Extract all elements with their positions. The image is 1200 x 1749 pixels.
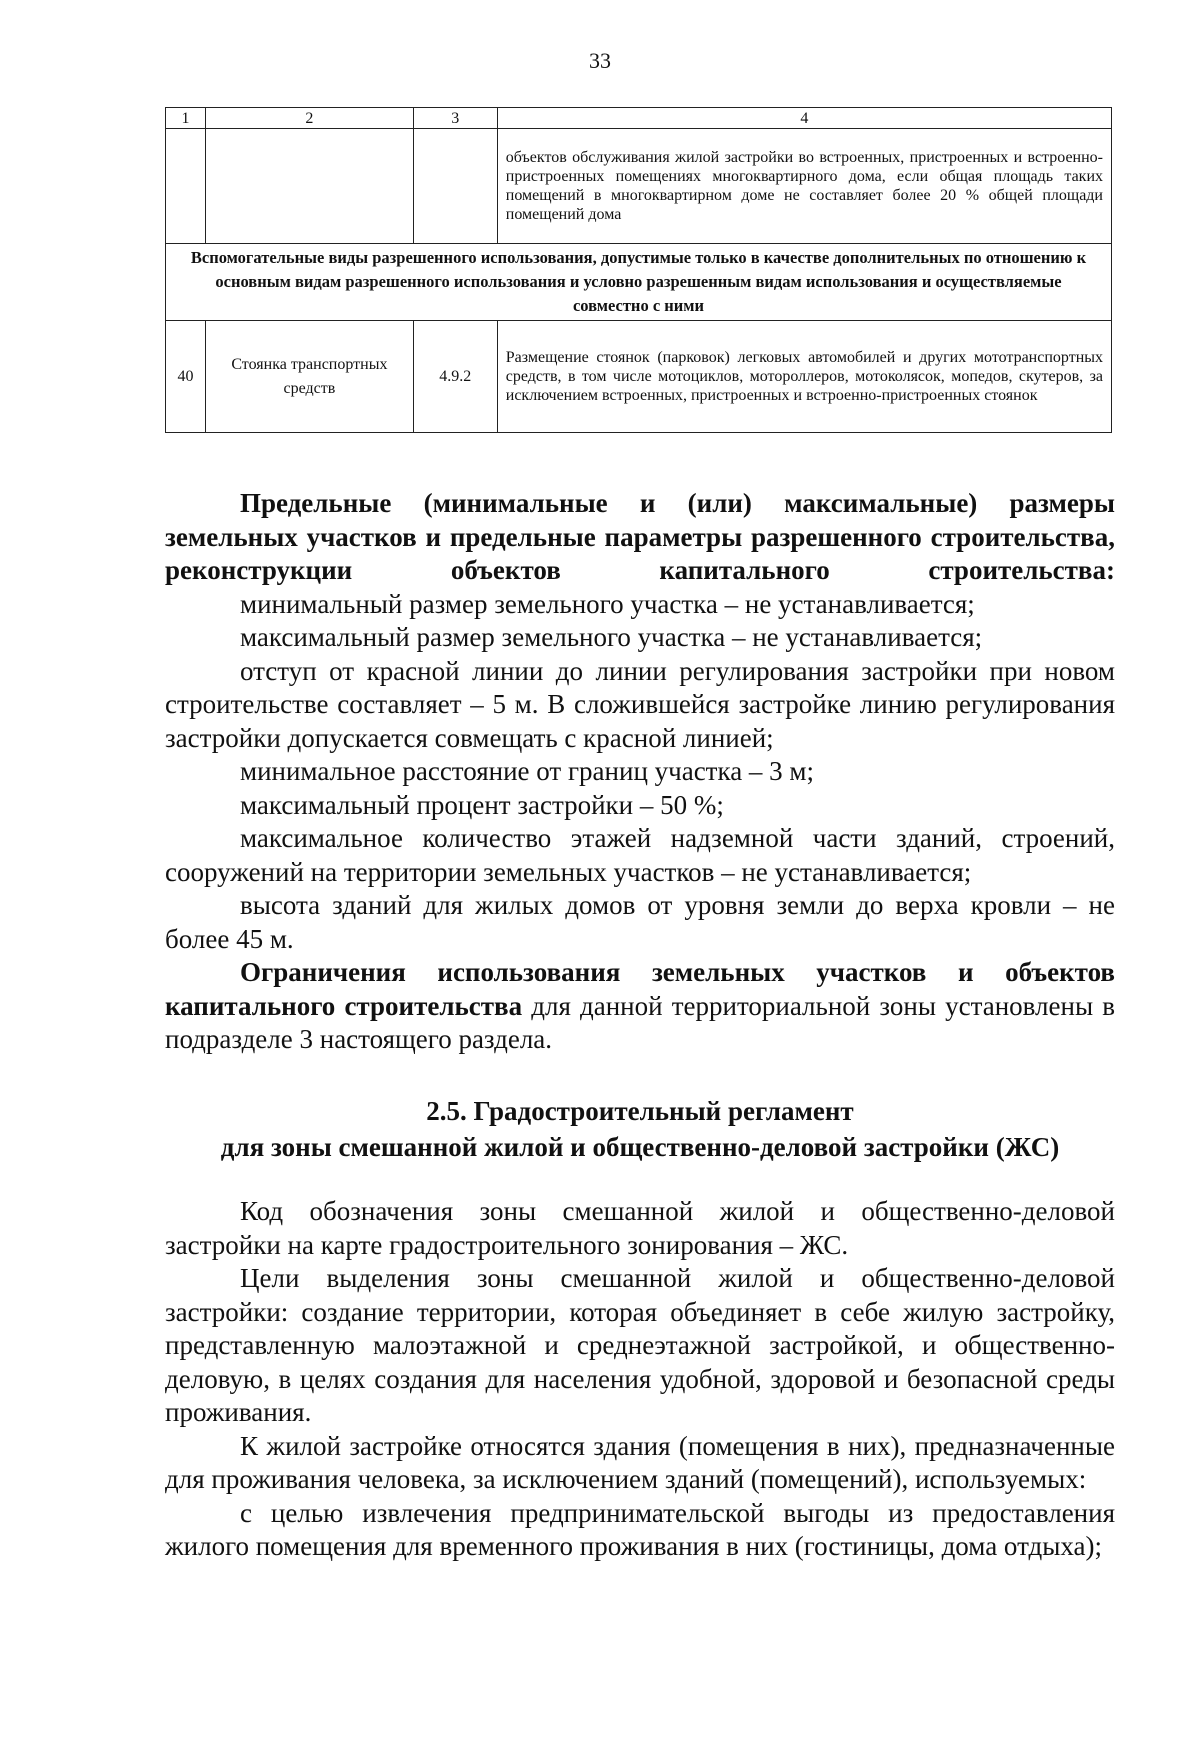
page-number: 33 — [589, 48, 611, 73]
limit-item: отступ от красной линии до линии регулирования застройки при новом строительстве составляет – 5 м. В сложившейся застройке линию регулирования застройки допускается совмещать с красной линией; — [165, 655, 1115, 753]
table-section-row — [166, 244, 1112, 321]
paragraph: Цели выделения зоны смешанной жилой и общественно-деловой застройки: создание территории, которая объединяет в себе жилую застройку, представленную малоэтажной и среднеэтажной застройкой, и общественно-деловую, в целях создания для населения удобной, здоровой и безопасной среды проживания. — [165, 1263, 1115, 1427]
table-header-cell: 1 — [166, 108, 206, 129]
land-use-table — [165, 107, 1112, 433]
use-type-code: 4.9.2 — [413, 321, 497, 433]
limit-item: минимальный размер земельного участка – не устанавливается; — [240, 588, 975, 619]
table-row — [166, 321, 1112, 433]
table-header-cell: 2 — [205, 108, 413, 129]
section-2-5-body — [165, 1195, 1115, 1564]
table-row — [166, 129, 1112, 244]
table-cell — [166, 129, 206, 244]
limits-section — [165, 487, 1115, 1057]
restrictions-bold: Ограничения использования земельных участков и объектов капитального строительства — [165, 957, 1115, 1021]
table-cell-description: объектов обслуживания жилой застройки во встроенных, пристроенных и встроенно-пристроенных помещениях многоквартирного дома, если общая площадь таких помещений в многоквартирном доме не составляет более 20 % общей площади помещений дома — [497, 129, 1111, 244]
restrictions-paragraph — [165, 956, 1115, 1057]
table-section-title: Вспомогательные виды разрешенного использования, допустимые только в качестве дополнительных по отношению к основным видам разрешенного использования и условно разрешенным видам использования и осуществляемые совместно с ними — [166, 244, 1112, 321]
paragraph: К жилой застройке относятся здания (помещения в них), предназначенные для проживания человека, за исключением зданий (помещений), используемых: — [165, 1430, 1115, 1494]
limits-title: Предельные (минимальные и (или) максимальные) размеры земельных участков и предельные параметры разрешенного строительства, реконструкции объектов капитального строительства: — [165, 488, 1115, 585]
limit-item: минимальное расстояние от границ участка – 3 м; — [240, 756, 815, 786]
table-cell — [205, 129, 413, 244]
row-number: 40 — [166, 321, 206, 433]
section-title-line1: 2.5. Градостроительный регламент — [426, 1096, 854, 1126]
use-type-description: Размещение стоянок (парковок) легковых автомобилей и других мототранспортных средств, в том числе мотоциклов, мотороллеров, мотоколясок, мопедов, скутеров, за исключением встроенных, пристроенных и встроенно-пристроенных стоянок — [497, 321, 1111, 433]
table-header-cell: 4 — [497, 108, 1111, 129]
restrictions-rest: для данной территориальной зоны установлены в подразделе 3 настоящего раздела. — [165, 990, 1115, 1054]
table-header-row — [166, 108, 1112, 129]
limit-item: максимальный размер земельного участка – не устанавливается; — [240, 622, 983, 652]
paragraph: Код обозначения зоны смешанной жилой и общественно-деловой застройки на карте градостроительного зонирования – ЖС. — [165, 1196, 1115, 1260]
table-header-cell: 3 — [413, 108, 497, 129]
use-type-name: Стоянка транспортных средств — [205, 321, 413, 433]
section-title-line2: для зоны смешанной жилой и общественно-деловой застройки (ЖС) — [220, 1132, 1060, 1162]
limit-item: максимальное количество этажей надземной части зданий, строений, сооружений на территории земельных участков – не устанавливается; — [165, 823, 1115, 887]
limit-item: максимальный процент застройки – 50 %; — [240, 789, 724, 820]
limit-item: высота зданий для жилых домов от уровня земли до верха кровли – не более 45 м. — [165, 890, 1115, 954]
table-cell — [413, 129, 497, 244]
paragraph: с целью извлечения предпринимательской выгоды из предоставления жилого помещения для временного проживания в них (гостиницы, дома отдыха); — [165, 1497, 1115, 1561]
section-heading — [165, 1093, 1115, 1165]
